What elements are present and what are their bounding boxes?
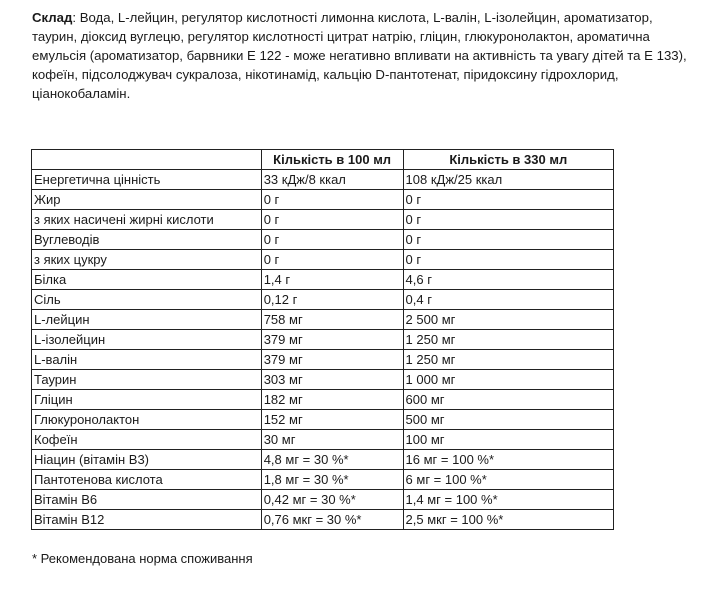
value-100ml: 0,12 г [261,290,403,310]
table-row [32,350,614,370]
value-100ml: 758 мг [261,310,403,330]
table-row [32,510,614,530]
nutrient-name: Ніацин (вітамін B3) [32,450,262,470]
composition-ingredients: : Вода, L-лейцин, регулятор кислотності лимонна кислота, L-валін, L-ізолейцин, ароматизатор, таурин, діоксид вуглецю, регулятор кислотності цитрат натрію, гліцин, глюкуронолактон, ароматична емульсія (ароматизатор, барвники E 122 - може негативно впливати на активність та увагу дітей та E 133), кофеїн, підсолоджувач сукралоза, нікотинамід, кальцію D-пантотенат, піридоксину гідрохлорид, ціанокобаламін. [32,10,687,101]
nutrient-name: L-ізолейцин [32,330,262,350]
table-row [32,390,614,410]
nutrient-name: Сіль [32,290,262,310]
value-330ml: 6 мг = 100 %* [403,470,613,490]
nutrient-name: Глюкуронолактон [32,410,262,430]
value-330ml: 4,6 г [403,270,613,290]
table-row [32,270,614,290]
nutrient-name: L-лейцин [32,310,262,330]
nutrient-name: Кофеїн [32,430,262,450]
header-per-330ml: Кількість в 330 мл [403,150,613,170]
value-330ml: 2,5 мкг = 100 %* [403,510,613,530]
value-100ml: 379 мг [261,350,403,370]
value-100ml: 33 кДж/8 ккал [261,170,403,190]
composition-text [32,8,692,103]
value-100ml: 4,8 мг = 30 %* [261,450,403,470]
nutrient-name: Жир [32,190,262,210]
value-330ml: 600 мг [403,390,613,410]
value-330ml: 0 г [403,210,613,230]
value-100ml: 303 мг [261,370,403,390]
footnote: * Рекомендована норма споживання [32,551,253,566]
table-row [32,230,614,250]
value-100ml: 0,42 мг = 30 %* [261,490,403,510]
value-100ml: 152 мг [261,410,403,430]
value-330ml: 0 г [403,190,613,210]
table-row [32,190,614,210]
value-100ml: 1,4 г [261,270,403,290]
value-100ml: 0 г [261,250,403,270]
value-330ml: 108 кДж/25 ккал [403,170,613,190]
value-100ml: 0 г [261,230,403,250]
nutrient-name: Гліцин [32,390,262,410]
nutrient-name: Вітамін B12 [32,510,262,530]
value-100ml: 379 мг [261,330,403,350]
table-row [32,370,614,390]
nutrient-name: Енергетична цінність [32,170,262,190]
value-100ml: 1,8 мг = 30 %* [261,470,403,490]
table-row [32,310,614,330]
composition-label: Склад [32,10,73,25]
value-330ml: 1 250 мг [403,350,613,370]
table-row [32,330,614,350]
nutrient-name: L-валін [32,350,262,370]
table-row [32,450,614,470]
nutrient-name: Вітамін B6 [32,490,262,510]
value-330ml: 1 000 мг [403,370,613,390]
nutrient-name: Білка [32,270,262,290]
table-row [32,430,614,450]
table-row [32,250,614,270]
header-per-100ml: Кількість в 100 мл [261,150,403,170]
value-330ml: 0 г [403,230,613,250]
table-row [32,170,614,190]
table-row [32,290,614,310]
table-row [32,470,614,490]
value-100ml: 0 г [261,190,403,210]
value-330ml: 0,4 г [403,290,613,310]
header-nutrient [32,150,262,170]
value-330ml: 100 мг [403,430,613,450]
nutrient-name: з яких цукру [32,250,262,270]
table-header-row [32,150,614,170]
nutrient-name: Таурин [32,370,262,390]
value-100ml: 0,76 мкг = 30 %* [261,510,403,530]
table-row [32,410,614,430]
table-row [32,210,614,230]
value-330ml: 500 мг [403,410,613,430]
value-100ml: 30 мг [261,430,403,450]
value-330ml: 1,4 мг = 100 %* [403,490,613,510]
nutrient-name: з яких насичені жирні кислоти [32,210,262,230]
value-100ml: 0 г [261,210,403,230]
value-330ml: 2 500 мг [403,310,613,330]
table-row [32,490,614,510]
nutrient-name: Вуглеводів [32,230,262,250]
nutrition-table [31,149,614,530]
value-330ml: 16 мг = 100 %* [403,450,613,470]
value-100ml: 182 мг [261,390,403,410]
value-330ml: 0 г [403,250,613,270]
value-330ml: 1 250 мг [403,330,613,350]
nutrient-name: Пантотенова кислота [32,470,262,490]
